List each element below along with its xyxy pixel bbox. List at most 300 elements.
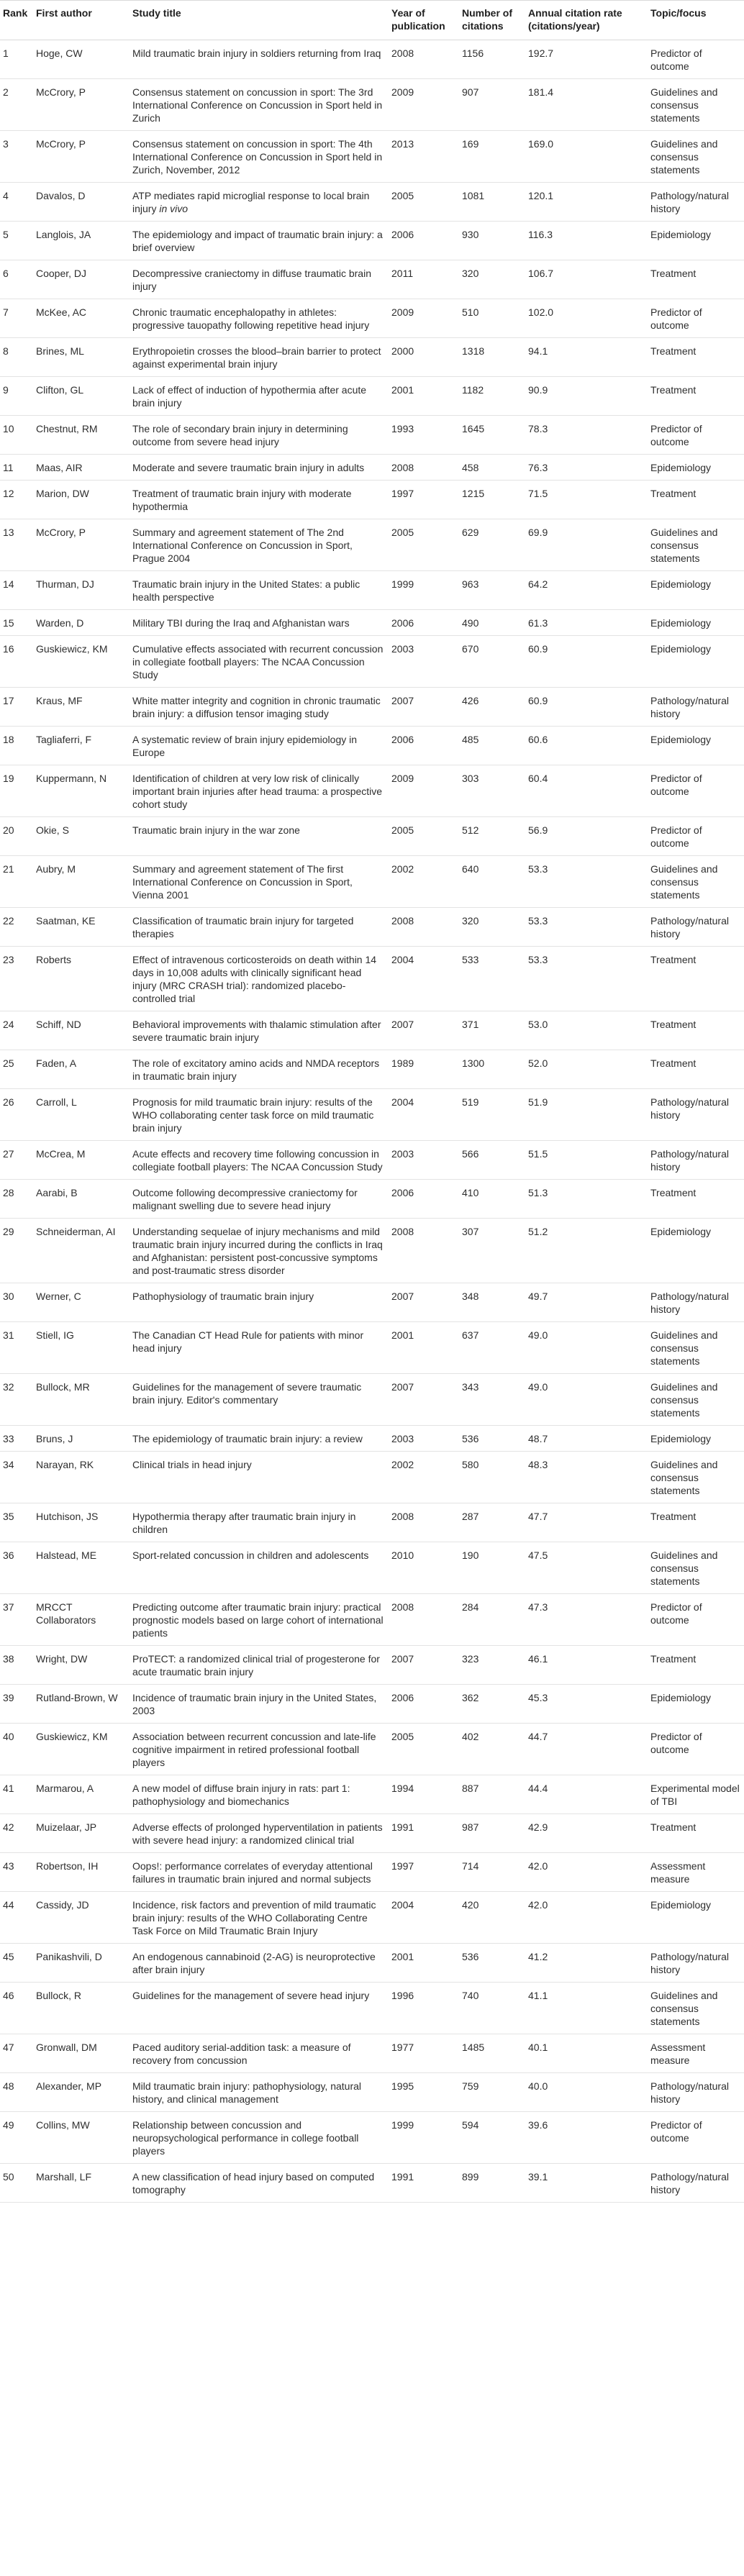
cell-study-title: Pathophysiology of traumatic brain injury — [130, 1283, 389, 1322]
cell-citations: 930 — [459, 222, 525, 260]
study-title-text: ATP mediates rapid microglial response to local brain injury — [132, 190, 370, 214]
cell-citations: 307 — [459, 1219, 525, 1283]
cell-study-title: The epidemiology and impact of traumatic brain injury: a brief overview — [130, 222, 389, 260]
cell-rank: 4 — [0, 183, 33, 222]
table-row — [0, 1853, 744, 1892]
cell-study-title: Guidelines for the management of severe traumatic brain injury. Editor's commentary — [130, 1374, 389, 1426]
cell-citations: 640 — [459, 856, 525, 908]
cell-topic: Guidelines and consensus statements — [648, 519, 744, 571]
cell-rank: 17 — [0, 688, 33, 727]
cell-year: 2001 — [389, 377, 459, 416]
cell-topic: Guidelines and consensus statements — [648, 856, 744, 908]
table-row — [0, 2112, 744, 2164]
cell-annual-rate: 181.4 — [525, 79, 648, 131]
table-row — [0, 416, 744, 455]
cell-study-title: Traumatic brain injury in the United States: a public health perspective — [130, 571, 389, 610]
cell-annual-rate: 60.6 — [525, 727, 648, 765]
cell-first-author: Cassidy, JD — [33, 1892, 130, 1944]
cell-annual-rate: 69.9 — [525, 519, 648, 571]
table-row — [0, 1283, 744, 1322]
cell-study-title: Understanding sequelae of injury mechanisms and mild traumatic brain injury incurred during the conflicts in Iraq and Afghanistan: persistent post-concussive symptoms and post-traumatic stress disorder — [130, 1219, 389, 1283]
table-row — [0, 1983, 744, 2034]
cell-citations: 714 — [459, 1853, 525, 1892]
cell-first-author: Langlois, JA — [33, 222, 130, 260]
cell-first-author: McCrory, P — [33, 131, 130, 183]
cell-rank: 15 — [0, 610, 33, 636]
cell-first-author: Rutland-Brown, W — [33, 1685, 130, 1724]
cell-annual-rate: 47.7 — [525, 1503, 648, 1542]
cell-topic: Epidemiology — [648, 222, 744, 260]
cell-rank: 40 — [0, 1724, 33, 1775]
cell-annual-rate: 192.7 — [525, 40, 648, 79]
cell-first-author: Kraus, MF — [33, 688, 130, 727]
cell-first-author: Schiff, ND — [33, 1011, 130, 1050]
cell-rank: 36 — [0, 1542, 33, 1594]
cell-study-title: Consensus statement on concussion in sport: The 3rd International Conference on Concussion in Sport held in Zurich — [130, 79, 389, 131]
cell-annual-rate: 64.2 — [525, 571, 648, 610]
table-row — [0, 1775, 744, 1814]
cell-year: 1989 — [389, 1050, 459, 1089]
cell-topic: Treatment — [648, 481, 744, 519]
cell-citations: 1182 — [459, 377, 525, 416]
cell-study-title: ProTECT: a randomized clinical trial of progesterone for acute traumatic brain injury — [130, 1646, 389, 1685]
cell-citations: 1645 — [459, 416, 525, 455]
cell-annual-rate: 47.5 — [525, 1542, 648, 1594]
cell-topic: Epidemiology — [648, 1685, 744, 1724]
cell-year: 2008 — [389, 40, 459, 79]
table-row — [0, 1374, 744, 1426]
cell-topic: Treatment — [648, 377, 744, 416]
table-body — [0, 40, 744, 2203]
cell-rank: 5 — [0, 222, 33, 260]
cell-year: 2007 — [389, 1011, 459, 1050]
table-row — [0, 131, 744, 183]
cell-annual-rate: 42.0 — [525, 1892, 648, 1944]
cell-annual-rate: 44.7 — [525, 1724, 648, 1775]
cell-study-title: Chronic traumatic encephalopathy in athletes: progressive tauopathy following repetitive head injury — [130, 299, 389, 338]
cell-first-author: McCrory, P — [33, 519, 130, 571]
cell-year: 2001 — [389, 1322, 459, 1374]
table-row — [0, 377, 744, 416]
table-row — [0, 571, 744, 610]
cell-topic: Assessment measure — [648, 2034, 744, 2073]
cell-year: 2008 — [389, 1219, 459, 1283]
header-annual-rate: Annual citation rate (citations/year) — [525, 1, 648, 40]
cell-annual-rate: 51.5 — [525, 1141, 648, 1180]
cell-annual-rate: 49.7 — [525, 1283, 648, 1322]
cell-topic: Pathology/natural history — [648, 2164, 744, 2203]
table-row — [0, 1011, 744, 1050]
cell-year: 2004 — [389, 1892, 459, 1944]
cell-first-author: Narayan, RK — [33, 1452, 130, 1503]
table-row — [0, 1050, 744, 1089]
cell-rank: 11 — [0, 455, 33, 481]
cell-study-title: Association between recurrent concussion and late-life cognitive impairment in retired professional football players — [130, 1724, 389, 1775]
cell-citations: 670 — [459, 636, 525, 688]
cell-first-author: Guskiewicz, KM — [33, 636, 130, 688]
cell-year: 2013 — [389, 131, 459, 183]
cell-topic: Pathology/natural history — [648, 1283, 744, 1322]
cell-citations: 348 — [459, 1283, 525, 1322]
cell-study-title: Moderate and severe traumatic brain injury in adults — [130, 455, 389, 481]
header-study-title: Study title — [130, 1, 389, 40]
cell-first-author: Clifton, GL — [33, 377, 130, 416]
cell-topic: Pathology/natural history — [648, 1089, 744, 1141]
cell-citations: 343 — [459, 1374, 525, 1426]
table-row — [0, 688, 744, 727]
cell-year: 2003 — [389, 1141, 459, 1180]
header-rank: Rank — [0, 1, 33, 40]
cell-year: 1994 — [389, 1775, 459, 1814]
cell-first-author: Bullock, R — [33, 1983, 130, 2034]
cell-first-author: Aarabi, B — [33, 1180, 130, 1219]
cell-annual-rate: 61.3 — [525, 610, 648, 636]
cell-first-author: Marshall, LF — [33, 2164, 130, 2203]
cell-annual-rate: 56.9 — [525, 817, 648, 856]
cell-topic: Treatment — [648, 1503, 744, 1542]
cell-rank: 27 — [0, 1141, 33, 1180]
cell-study-title: A new classification of head injury based on computed tomography — [130, 2164, 389, 2203]
cell-first-author: Werner, C — [33, 1283, 130, 1322]
cell-year: 1997 — [389, 1853, 459, 1892]
cell-first-author: Faden, A — [33, 1050, 130, 1089]
cell-year: 2011 — [389, 260, 459, 299]
cell-annual-rate: 60.9 — [525, 636, 648, 688]
cell-study-title: Behavioral improvements with thalamic stimulation after severe traumatic brain injury — [130, 1011, 389, 1050]
cell-year: 2006 — [389, 610, 459, 636]
cell-rank: 43 — [0, 1853, 33, 1892]
cell-year: 2007 — [389, 688, 459, 727]
cell-annual-rate: 53.3 — [525, 908, 648, 947]
cell-rank: 8 — [0, 338, 33, 377]
cell-first-author: Kuppermann, N — [33, 765, 130, 817]
cell-topic: Treatment — [648, 338, 744, 377]
cell-study-title: The role of excitatory amino acids and NMDA receptors in traumatic brain injury — [130, 1050, 389, 1089]
cell-citations: 637 — [459, 1322, 525, 1374]
cell-topic: Epidemiology — [648, 636, 744, 688]
cell-citations: 284 — [459, 1594, 525, 1646]
cell-topic: Pathology/natural history — [648, 688, 744, 727]
cell-annual-rate: 44.4 — [525, 1775, 648, 1814]
cell-first-author: McCrea, M — [33, 1141, 130, 1180]
cell-first-author: Thurman, DJ — [33, 571, 130, 610]
cell-rank: 1 — [0, 40, 33, 79]
cell-topic: Epidemiology — [648, 610, 744, 636]
cell-first-author: Okie, S — [33, 817, 130, 856]
table-row — [0, 1646, 744, 1685]
cell-citations: 759 — [459, 2073, 525, 2112]
cell-first-author: Muizelaar, JP — [33, 1814, 130, 1853]
table-row — [0, 2164, 744, 2203]
cell-annual-rate: 71.5 — [525, 481, 648, 519]
cell-year: 2006 — [389, 222, 459, 260]
cell-citations: 512 — [459, 817, 525, 856]
cell-rank: 19 — [0, 765, 33, 817]
cell-first-author: Robertson, IH — [33, 1853, 130, 1892]
table-row — [0, 1089, 744, 1141]
cell-citations: 629 — [459, 519, 525, 571]
cell-annual-rate: 76.3 — [525, 455, 648, 481]
cell-topic: Epidemiology — [648, 1892, 744, 1944]
table-row — [0, 636, 744, 688]
cell-year: 2004 — [389, 1089, 459, 1141]
cell-study-title: An endogenous cannabinoid (2-AG) is neuroprotective after brain injury — [130, 1944, 389, 1983]
table-header — [0, 1, 744, 40]
cell-rank: 37 — [0, 1594, 33, 1646]
cell-rank: 34 — [0, 1452, 33, 1503]
cell-annual-rate: 94.1 — [525, 338, 648, 377]
cell-first-author: Saatman, KE — [33, 908, 130, 947]
cell-year: 1999 — [389, 2112, 459, 2164]
cell-first-author: Stiell, IG — [33, 1322, 130, 1374]
cell-annual-rate: 60.4 — [525, 765, 648, 817]
cell-study-title: Decompressive craniectomy in diffuse traumatic brain injury — [130, 260, 389, 299]
cell-first-author: Schneiderman, AI — [33, 1219, 130, 1283]
cell-topic: Epidemiology — [648, 1426, 744, 1452]
cell-rank: 22 — [0, 908, 33, 947]
cell-first-author: Panikashvili, D — [33, 1944, 130, 1983]
header-topic: Topic/focus — [648, 1, 744, 40]
cell-topic: Pathology/natural history — [648, 908, 744, 947]
cell-citations: 1156 — [459, 40, 525, 79]
cell-study-title: The Canadian CT Head Rule for patients with minor head injury — [130, 1322, 389, 1374]
cell-citations: 402 — [459, 1724, 525, 1775]
cell-annual-rate: 53.3 — [525, 947, 648, 1011]
cell-annual-rate: 49.0 — [525, 1322, 648, 1374]
cell-annual-rate: 47.3 — [525, 1594, 648, 1646]
cell-citations: 320 — [459, 908, 525, 947]
cell-rank: 16 — [0, 636, 33, 688]
cell-topic: Predictor of outcome — [648, 416, 744, 455]
cell-rank: 29 — [0, 1219, 33, 1283]
cell-annual-rate: 45.3 — [525, 1685, 648, 1724]
cell-rank: 10 — [0, 416, 33, 455]
cell-first-author: Chestnut, RM — [33, 416, 130, 455]
cell-topic: Predictor of outcome — [648, 1594, 744, 1646]
cell-annual-rate: 40.1 — [525, 2034, 648, 2073]
cell-citations: 458 — [459, 455, 525, 481]
table-row — [0, 299, 744, 338]
table-row — [0, 1180, 744, 1219]
cell-first-author: Cooper, DJ — [33, 260, 130, 299]
cell-citations: 887 — [459, 1775, 525, 1814]
cell-year: 2008 — [389, 908, 459, 947]
cell-topic: Treatment — [648, 1050, 744, 1089]
cell-citations: 190 — [459, 1542, 525, 1594]
cell-study-title: Sport-related concussion in children and adolescents — [130, 1542, 389, 1594]
cell-annual-rate: 78.3 — [525, 416, 648, 455]
cell-rank: 14 — [0, 571, 33, 610]
cell-rank: 47 — [0, 2034, 33, 2073]
cell-rank: 28 — [0, 1180, 33, 1219]
table-row — [0, 481, 744, 519]
cell-year: 2008 — [389, 1503, 459, 1542]
table-row — [0, 765, 744, 817]
cell-citations: 594 — [459, 2112, 525, 2164]
cell-topic: Guidelines and consensus statements — [648, 131, 744, 183]
cell-topic: Treatment — [648, 1180, 744, 1219]
cell-topic: Guidelines and consensus statements — [648, 1452, 744, 1503]
cell-study-title: Cumulative effects associated with recurrent concussion in collegiate football players: The NCAA Concussion Study — [130, 636, 389, 688]
cell-year: 2002 — [389, 1452, 459, 1503]
cell-citations: 510 — [459, 299, 525, 338]
cell-topic: Predictor of outcome — [648, 299, 744, 338]
cell-rank: 32 — [0, 1374, 33, 1426]
cell-year: 2005 — [389, 1724, 459, 1775]
cell-study-title: Oops!: performance correlates of everyday attentional failures in traumatic brain injured and normal subjects — [130, 1853, 389, 1892]
cell-rank: 9 — [0, 377, 33, 416]
cell-annual-rate: 51.2 — [525, 1219, 648, 1283]
cell-study-title: Traumatic brain injury in the war zone — [130, 817, 389, 856]
cell-study-title: Mild traumatic brain injury: pathophysiology, natural history, and clinical management — [130, 2073, 389, 2112]
cell-rank: 2 — [0, 79, 33, 131]
cell-first-author: Wright, DW — [33, 1646, 130, 1685]
cell-year: 2008 — [389, 455, 459, 481]
table-row — [0, 1219, 744, 1283]
cell-first-author: Carroll, L — [33, 1089, 130, 1141]
header-row — [0, 1, 744, 40]
cell-topic: Predictor of outcome — [648, 765, 744, 817]
cell-topic: Assessment measure — [648, 1853, 744, 1892]
cell-topic: Treatment — [648, 947, 744, 1011]
cell-first-author: Brines, ML — [33, 338, 130, 377]
cell-topic: Guidelines and consensus statements — [648, 1322, 744, 1374]
cell-topic: Guidelines and consensus statements — [648, 1542, 744, 1594]
table-row — [0, 183, 744, 222]
study-title-italic: in vivo — [159, 203, 189, 214]
cell-study-title: The role of secondary brain injury in determining outcome from severe head injury — [130, 416, 389, 455]
cell-year: 2009 — [389, 79, 459, 131]
cell-study-title: Incidence, risk factors and prevention of mild traumatic brain injury: results of the WHO Collaborating Centre Task Force on Mild Traumatic Brain Injury — [130, 1892, 389, 1944]
cell-topic: Pathology/natural history — [648, 2073, 744, 2112]
cell-topic: Treatment — [648, 1646, 744, 1685]
table-row — [0, 1944, 744, 1983]
cell-annual-rate: 40.0 — [525, 2073, 648, 2112]
cell-year: 1991 — [389, 1814, 459, 1853]
cell-topic: Predictor of outcome — [648, 817, 744, 856]
cell-rank: 20 — [0, 817, 33, 856]
cell-citations: 963 — [459, 571, 525, 610]
cell-citations: 536 — [459, 1426, 525, 1452]
cell-study-title: Hypothermia therapy after traumatic brain injury in children — [130, 1503, 389, 1542]
cell-rank: 7 — [0, 299, 33, 338]
cell-year: 2007 — [389, 1283, 459, 1322]
cell-study-title: Guidelines for the management of severe head injury — [130, 1983, 389, 2034]
cell-citations: 899 — [459, 2164, 525, 2203]
cell-annual-rate: 41.2 — [525, 1944, 648, 1983]
cell-rank: 39 — [0, 1685, 33, 1724]
cell-citations: 533 — [459, 947, 525, 1011]
table-row — [0, 1814, 744, 1853]
cell-study-title: Summary and agreement statement of The 2nd International Conference on Concussion in Sport, Prague 2004 — [130, 519, 389, 571]
cell-first-author: Warden, D — [33, 610, 130, 636]
cell-year: 2006 — [389, 1180, 459, 1219]
cell-annual-rate: 120.1 — [525, 183, 648, 222]
cell-citations: 1081 — [459, 183, 525, 222]
cell-citations: 1300 — [459, 1050, 525, 1089]
cell-year: 2003 — [389, 1426, 459, 1452]
cell-study-title: Adverse effects of prolonged hyperventilation in patients with severe head injury: a randomized clinical trial — [130, 1814, 389, 1853]
cell-rank: 44 — [0, 1892, 33, 1944]
cell-year: 1997 — [389, 481, 459, 519]
cell-year: 1977 — [389, 2034, 459, 2073]
cell-topic: Treatment — [648, 1814, 744, 1853]
cell-first-author: Halstead, ME — [33, 1542, 130, 1594]
cell-citations: 490 — [459, 610, 525, 636]
cell-study-title — [130, 183, 389, 222]
cell-topic: Epidemiology — [648, 571, 744, 610]
cell-study-title: Classification of traumatic brain injury for targeted therapies — [130, 908, 389, 947]
cell-year: 1996 — [389, 1983, 459, 2034]
table-row — [0, 610, 744, 636]
cell-topic: Pathology/natural history — [648, 1944, 744, 1983]
header-first-author: First author — [33, 1, 130, 40]
cell-citations: 566 — [459, 1141, 525, 1180]
cell-rank: 13 — [0, 519, 33, 571]
cell-study-title: Military TBI during the Iraq and Afghanistan wars — [130, 610, 389, 636]
cell-rank: 48 — [0, 2073, 33, 2112]
cell-annual-rate: 49.0 — [525, 1374, 648, 1426]
cell-rank: 46 — [0, 1983, 33, 2034]
cell-citations: 1485 — [459, 2034, 525, 2073]
cell-year: 2010 — [389, 1542, 459, 1594]
cell-citations: 426 — [459, 688, 525, 727]
cell-rank: 50 — [0, 2164, 33, 2203]
cell-first-author: Bruns, J — [33, 1426, 130, 1452]
cell-annual-rate: 53.3 — [525, 856, 648, 908]
cell-year: 2009 — [389, 765, 459, 817]
table-row — [0, 1724, 744, 1775]
header-citations: Number of citations — [459, 1, 525, 40]
cell-citations: 907 — [459, 79, 525, 131]
cell-study-title: A systematic review of brain injury epidemiology in Europe — [130, 727, 389, 765]
cell-rank: 42 — [0, 1814, 33, 1853]
cell-citations: 169 — [459, 131, 525, 183]
cell-citations: 536 — [459, 1944, 525, 1983]
cell-rank: 6 — [0, 260, 33, 299]
cell-year: 1999 — [389, 571, 459, 610]
cell-annual-rate: 53.0 — [525, 1011, 648, 1050]
cell-rank: 35 — [0, 1503, 33, 1542]
cell-topic: Treatment — [648, 260, 744, 299]
cell-study-title: Acute effects and recovery time following concussion in collegiate football players: The NCAA Concussion Study — [130, 1141, 389, 1180]
cell-annual-rate: 51.3 — [525, 1180, 648, 1219]
table-row — [0, 1542, 744, 1594]
cell-annual-rate: 48.3 — [525, 1452, 648, 1503]
cell-topic: Experimental model of TBI — [648, 1775, 744, 1814]
table-row — [0, 947, 744, 1011]
cell-year: 2005 — [389, 817, 459, 856]
cell-year: 1995 — [389, 2073, 459, 2112]
table-row — [0, 817, 744, 856]
cell-study-title: Identification of children at very low risk of clinically important brain injuries after head trauma: a prospective cohort study — [130, 765, 389, 817]
cell-year: 2006 — [389, 1685, 459, 1724]
cell-first-author: Bullock, MR — [33, 1374, 130, 1426]
cell-first-author: Collins, MW — [33, 2112, 130, 2164]
cell-topic: Pathology/natural history — [648, 183, 744, 222]
cell-citations: 320 — [459, 260, 525, 299]
cell-first-author: Gronwall, DM — [33, 2034, 130, 2073]
cell-year: 2002 — [389, 856, 459, 908]
cell-first-author: Marion, DW — [33, 481, 130, 519]
cell-citations: 1215 — [459, 481, 525, 519]
cell-rank: 49 — [0, 2112, 33, 2164]
cell-annual-rate: 39.6 — [525, 2112, 648, 2164]
cell-annual-rate: 39.1 — [525, 2164, 648, 2203]
cell-year: 2006 — [389, 727, 459, 765]
table-row — [0, 908, 744, 947]
cell-topic: Predictor of outcome — [648, 2112, 744, 2164]
